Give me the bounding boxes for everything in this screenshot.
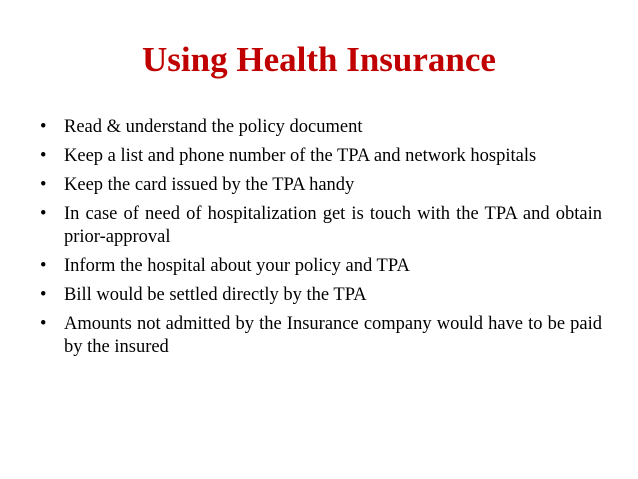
bullet-list: [40, 116, 602, 365]
bullet-dot: •: [40, 314, 47, 334]
bullet-text: Amounts not admitted by the Insurance company would have to be paid by the insured: [64, 314, 602, 357]
slide-title: Using Health Insurance: [142, 40, 496, 79]
bullet-dot: •: [40, 204, 47, 224]
bullet-text: Inform the hospital about your policy and TPA: [64, 256, 410, 276]
bullet-item: [40, 174, 602, 197]
bullet-item: [40, 313, 602, 359]
bullet-item: [40, 203, 602, 249]
bullet-dot: •: [40, 146, 47, 166]
bullet-item: [40, 284, 602, 307]
bullet-text: Keep the card issued by the TPA handy: [64, 175, 355, 195]
bullet-text: In case of need of hospitalization get is touch with the TPA and obtain prior-approval: [64, 204, 602, 247]
bullet-text: Bill would be settled directly by the TPA: [64, 285, 367, 305]
bullet-dot: •: [40, 175, 47, 195]
bullet-item: [40, 255, 602, 278]
bullet-text: Read & understand the policy document: [64, 117, 363, 137]
bullet-dot: •: [40, 285, 47, 305]
bullet-dot: •: [40, 256, 47, 276]
bullet-dot: •: [40, 117, 47, 137]
bullet-text: Keep a list and phone number of the TPA and network hospitals: [64, 146, 537, 166]
bullet-item: [40, 145, 602, 168]
bullet-item: [40, 116, 602, 139]
